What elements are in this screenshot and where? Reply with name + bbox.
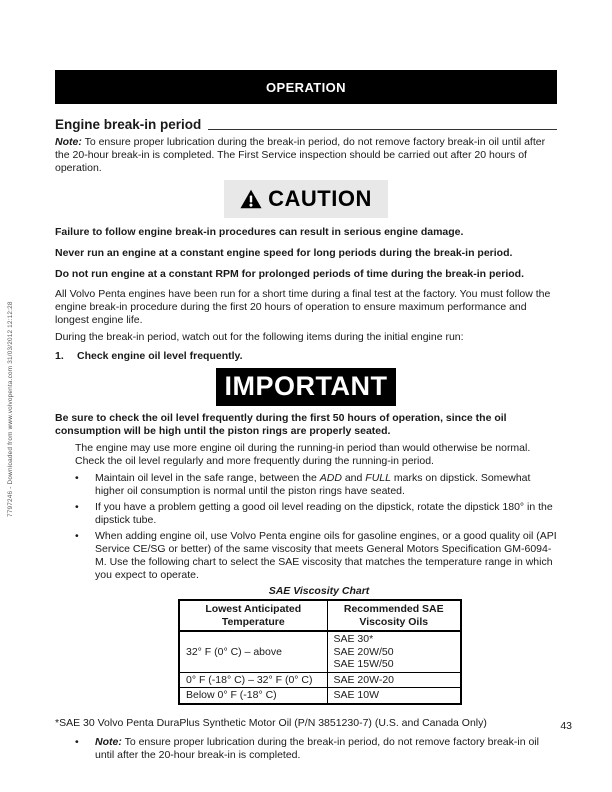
warning-triangle-icon bbox=[240, 189, 262, 209]
temp-cell: 0° F (-18° C) – 32° F (0° C) bbox=[179, 672, 327, 688]
page-content bbox=[55, 70, 557, 765]
list-item bbox=[75, 530, 557, 582]
final-note-text: To ensure proper lubrication during the break-in period, do not remove factory break-in oil until after the 20-hour break-in is completed. bbox=[95, 735, 539, 761]
list-item bbox=[75, 472, 557, 498]
table-row bbox=[179, 672, 461, 688]
oils-cell: SAE 10W bbox=[327, 688, 461, 704]
factory-test-paragraph: All Volvo Penta engines have been run for a short time during a final test at the factory. You must follow the engine break-in procedure during the first 20 hours of operation to ensure maximum performance and longest engine life. bbox=[55, 288, 551, 326]
numbered-step bbox=[55, 350, 557, 363]
bullet-text: If you have a problem getting a good oil level reading on the dipstick, rotate the dipstick 180° in the dipstick tube. bbox=[95, 501, 553, 526]
column-header-temperature: Lowest Anticipated Temperature bbox=[179, 600, 327, 631]
table-row bbox=[179, 688, 461, 704]
note-text: To ensure proper lubrication during the break-in period, do not remove factory break-in oil until after the 20-hour break-in is completed. The First Service inspection should be carried out after 20 hours of operation. bbox=[55, 136, 546, 174]
bullet-marker: • bbox=[75, 735, 79, 748]
list-item bbox=[75, 501, 557, 527]
indented-block bbox=[55, 442, 557, 582]
note-paragraph bbox=[55, 136, 557, 175]
warning-paragraph: Do not run engine at a constant RPM for prolonged periods of time during the break-in period. bbox=[55, 268, 525, 280]
list-item bbox=[55, 736, 557, 762]
caution-label: CAUTION bbox=[268, 186, 372, 211]
oil-check-bold-paragraph: Be sure to check the oil level frequently during the first 50 hours of operation, since the oil consumption will be high until the piston rings are properly seated. bbox=[55, 412, 507, 437]
section-header-bar bbox=[55, 70, 557, 104]
temp-cell: Below 0° F (-18° C) bbox=[179, 688, 327, 704]
step-text: Check engine oil level frequently. bbox=[77, 350, 243, 362]
section-header-title: OPERATION bbox=[266, 79, 346, 95]
page-number: 43 bbox=[560, 720, 572, 732]
bullet-text bbox=[95, 736, 557, 762]
table-row bbox=[179, 631, 461, 672]
download-watermark: 7797246 - Downloaded from www.volvopenta.com 31/03/2012 12:12:28 bbox=[7, 301, 14, 517]
heading-underline-rule bbox=[208, 129, 557, 130]
bullet1-post: marks on dipstick. Somewhat higher oil consumption is normal until the piston rings have seated. bbox=[95, 472, 531, 497]
oils-cell bbox=[327, 631, 461, 672]
caution-box bbox=[224, 180, 388, 218]
note-label: Note: bbox=[55, 136, 82, 148]
viscosity-chart bbox=[178, 585, 460, 705]
page-title: Engine break-in period bbox=[55, 117, 202, 132]
bullet-text: When adding engine oil, use Volvo Penta engine oils for gasoline engines, or a good quality oil (API Service CE/SG or better) of the same viscosity that meets General Motors Specification GM-6094-M. Use the following chart to select the SAE viscosity that matches the temperature range in which you expect to operate. bbox=[95, 530, 557, 581]
oil-line: SAE 15W/50 bbox=[333, 658, 394, 670]
bullet1-mid: and bbox=[344, 472, 363, 484]
temp-cell: 32° F (0° C) – above bbox=[179, 631, 327, 672]
final-note-label: Note: bbox=[95, 735, 122, 748]
bullet1-add-mark: ADD bbox=[319, 472, 342, 484]
bullet-marker: • bbox=[75, 501, 79, 513]
bullet-marker: • bbox=[75, 530, 79, 542]
bullet-marker: • bbox=[75, 472, 79, 484]
watch-items-paragraph: During the break-in period, watch out for the following items during the initial engine run: bbox=[55, 331, 464, 343]
bullet1-full-mark: FULL bbox=[365, 472, 391, 484]
table-header-row bbox=[179, 600, 461, 631]
footnote: *SAE 30 Volvo Penta DuraPlus Synthetic Motor Oil (P/N 3851230-7) (U.S. and Canada Only) bbox=[55, 716, 487, 729]
step-number: 1. bbox=[55, 350, 64, 362]
viscosity-table bbox=[178, 599, 462, 705]
table-title: SAE Viscosity Chart bbox=[268, 585, 370, 597]
oil-usage-paragraph: The engine may use more engine oil during the running-in period than would otherwise be normal. Check the oil level regularly and more frequently during the running-in period. bbox=[75, 442, 531, 467]
important-label: IMPORTANT bbox=[224, 371, 388, 401]
oil-line: SAE 30* bbox=[333, 633, 374, 645]
bullet-text bbox=[95, 472, 557, 498]
important-box bbox=[216, 368, 397, 406]
column-header-oils: Recommended SAE Viscosity Oils bbox=[327, 600, 461, 631]
oils-cell: SAE 20W-20 bbox=[327, 672, 461, 688]
warning-paragraph: Failure to follow engine break-in procedures can result in serious engine damage. bbox=[55, 226, 464, 238]
oil-line: SAE 20W/50 bbox=[333, 645, 394, 658]
heading-row bbox=[55, 116, 557, 132]
warning-paragraph: Never run an engine at a constant engine speed for long periods during the break-in period. bbox=[55, 247, 513, 259]
bullet1-pre: Maintain oil level in the safe range, between the bbox=[95, 472, 317, 484]
